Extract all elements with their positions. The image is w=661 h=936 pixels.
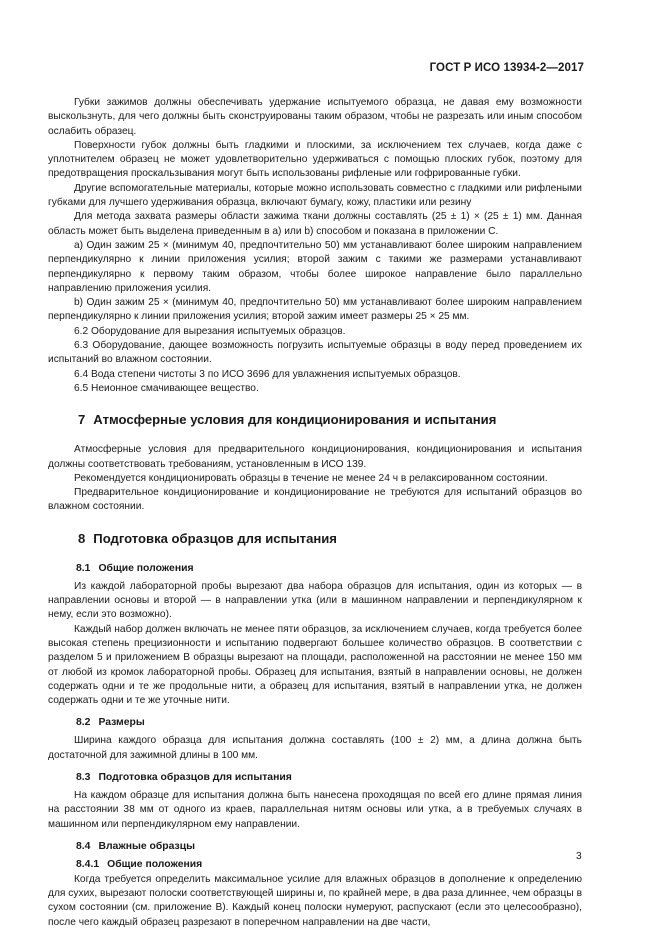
subsection-heading-8-1 xyxy=(76,562,582,576)
subsection-title: Подготовка образцов для испытания xyxy=(98,771,292,783)
paragraph: Когда требуется определить максимальное усилие для влажных образцов в дополнение к определению для сухих, вырезают полоски соответствующей ширины и, по крайней мере, в два раза длиннее, чем образцы в сухом состоянии (см. приложение В). Каждый конец полоски нумеруют, распускают (если это целесообразно), после чего каждый образец разрезают в поперечном направлении на две части, xyxy=(48,873,582,928)
document-header: ГОСТ Р ИСО 13934-2—2017 xyxy=(429,62,584,74)
paragraph: 6.4 Вода степени чистоты 3 по ИСО 3696 для увлажнения испытуемых образцов. xyxy=(74,368,461,380)
subsection-heading-8-4-1 xyxy=(76,858,582,872)
subsection-heading-8-2 xyxy=(76,716,582,730)
paragraph: Рекомендуется кондиционировать образцы в течение не менее 24 ч в релаксированном состоянии. xyxy=(74,472,548,484)
section-heading-7 xyxy=(78,412,582,428)
subsection-heading-8-4 xyxy=(76,840,582,854)
paragraph: Губки зажимов должны обеспечивать удержание испытуемого образца, не давая ему возможности выскользнуть, для чего должны быть сконструированы таким образом, чтобы не разрезать или иным способом ослабить образец. xyxy=(48,97,582,137)
paragraph: Ширина каждого образца для испытания должна составлять (100 ± 2) мм, а длина должна быть достаточной для зажимной длины в 100 мм. xyxy=(48,735,582,761)
subsection-title: Размеры xyxy=(98,717,145,729)
paragraph: b) Один зажим 25 × (минимум 40, предпочтительно 50) мм устанавливают более широким направлением перпендикулярно к линии приложения усилия; второй зажим имеет размеры 25 × 25 мм. xyxy=(48,297,582,323)
paragraph: Из каждой лабораторной пробы вырезают два набора образцов для испытания, один из которых — в направлении основы и второй — в направлении утка (или в машинном направлении и перпендикулярном к нему, если это возможно). xyxy=(48,580,582,621)
subsection-title: Общие положения xyxy=(107,858,203,870)
paragraph: Поверхности губок должны быть гладкими и плоскими, за исключением тех случаев, когда даже с уплотнителем образец не может удовлетворительно удерживаться с помощью плоских губок, поэтому для предотвращения проскальзывания могут быть использованы рифленые или гофрированные губки. xyxy=(48,139,582,180)
paragraph: Каждый набор должен включать не менее пяти образцов, за исключением случаев, когда требуется более высокая степень прецизионности и испытанию подвергают большее количество образцов. В соответствии с разделом 5 и приложением В образцы вырезают на площади, расположенной на расстоянии не менее 150 мм от любой из кромок лабораторной пробы. Образец для испытания, взятый в направлении основы, не должен содержать одни и те же продольные нити, а образец для испытания, взятый в направлении утка, не должен содержать одни и те же уточные нити. xyxy=(48,623,582,707)
paragraph: 6.3 Оборудование, дающее возможность погрузить испытуемые образцы в воду перед проведением их испытаний во влажном состоянии. xyxy=(48,340,582,366)
section-heading-8 xyxy=(78,531,582,547)
paragraph: Для метода захвата размеры области зажима ткани должны составлять (25 ± 1) × (25 ± 1) мм. Данная область может быть выделена приведенным в а) или b) способом и показана в приложении С. xyxy=(48,211,582,237)
section-number: 7 xyxy=(78,412,86,428)
paragraph: Другие вспомогательные материалы, которые можно использовать совместно с гладкими или рифлеными губками для лучшего удерживания образца, включают бумагу, кожу, пластики или резину xyxy=(48,182,582,209)
section-number: 8 xyxy=(78,530,86,546)
subsection-number: 8.4 xyxy=(76,840,91,852)
subsection-number: 8.4.1 xyxy=(76,858,100,870)
subsection-number: 8.2 xyxy=(76,717,91,729)
subsection-title: Влажные образцы xyxy=(98,840,195,852)
page-content xyxy=(48,96,582,930)
section-title: Атмосферные условия для кондиционирования и испытания xyxy=(93,412,497,428)
paragraph: Предварительное кондиционирование и кондиционирование не требуются для испытаний образцов во влажном состоянии. xyxy=(48,487,582,513)
paragraph: На каждом образце для испытания должна быть нанесена проходящая по всей его длине прямая линия на расстоянии 38 мм от одного из краев, параллельная нитям основы или утка, а в требуемых случаях в машинном или перпендикулярном ему направлении. xyxy=(48,789,582,830)
paragraph: 6.2 Оборудование для вырезания испытуемых образцов. xyxy=(74,325,346,337)
paragraph: 6.5 Неионное смачивающее вещество. xyxy=(74,382,259,394)
subsection-title: Общие положения xyxy=(98,562,194,574)
paragraph: Атмосферные условия для предварительного кондиционирования, кондиционирования и испытания должны соответствовать требованиям, установленным в ИСО 139. xyxy=(48,444,582,470)
subsection-number: 8.1 xyxy=(76,562,91,574)
paragraph: а) Один зажим 25 × (минимум 40, предпочтительно 50) мм устанавливают более широким направлением перпендикулярно к линии приложения усилия; второй зажим с такими же размерами устанавливают перпендикулярно к первому таким образом, чтобы более широкое направление было параллельно направлению приложения усилия. xyxy=(48,239,582,294)
page-number: 3 xyxy=(576,851,582,862)
section-title: Подготовка образцов для испытания xyxy=(93,530,337,546)
subsection-heading-8-3 xyxy=(76,771,582,785)
subsection-number: 8.3 xyxy=(76,771,91,783)
